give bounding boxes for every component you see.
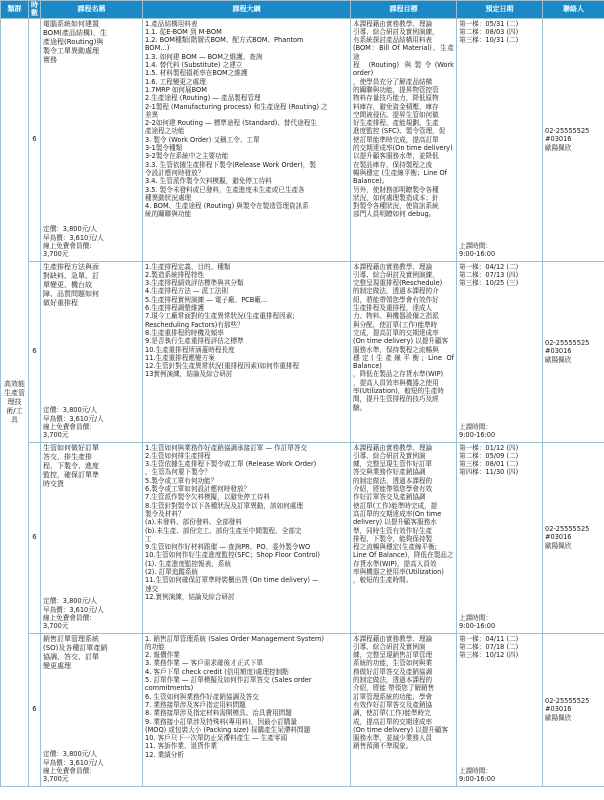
- contact-line: 歐陽佩欣: [545, 541, 572, 550]
- outline-item: 3-1製令種類: [145, 144, 183, 153]
- outline-item: 2.製造系統排程特性: [145, 270, 205, 279]
- outline-item: (MOQ) 或包裝大小 (Packing size) 採購產生呆滯料問題: [145, 725, 311, 734]
- outline-cell: [143, 633, 351, 786]
- desc-line: 另外，使財務部明瞭製令各種: [353, 185, 439, 194]
- outline-cell: [143, 18, 351, 261]
- desc-line: 的制定做法，透過本課程的: [353, 676, 433, 685]
- desc-line: 穩定(生產線平衡; Line Of Balance): [353, 353, 454, 371]
- outline-item: 7.生管派作製令欠料模擬，以避免停工待料: [145, 493, 270, 502]
- desc-line: (BOM：Bill Of Material)、生產途: [353, 44, 454, 61]
- contact-line: #03016: [545, 347, 572, 356]
- price-line: 早鳥價：3,610元/人: [43, 414, 104, 423]
- price-line: 線上免費會員價：: [43, 242, 96, 250]
- outline-item: 1.6. 工程變更之處理: [145, 77, 206, 86]
- hours-cell: 6: [29, 442, 41, 633]
- outline-item: Rescheduling Factors)有那些？: [145, 320, 244, 329]
- desc-line: 準，同時生管有效作好生產: [353, 526, 433, 535]
- date-item: 第四梯：11/30 (四): [459, 468, 519, 477]
- desc-line: Balance)。: [353, 177, 389, 186]
- desc-line: 物料存量技巧能力，降低原物: [353, 94, 439, 103]
- desc-line: 服務水準，並減少業務人員: [353, 734, 433, 743]
- desc-line: 介紹，將能 帶領您了解銷售: [353, 684, 435, 693]
- date-item: 第二梯：07/18 (二): [459, 642, 519, 651]
- desc-line: 使訂單能準時完成，提高訂單: [353, 135, 439, 144]
- outline-item: (2). 訂單追蹤系統: [145, 568, 199, 577]
- desc-line: 本課程藉由實務教學、理論: [353, 19, 433, 28]
- outline-item: 8. 業務接單涉及指定材料需開模具、治具費用問題: [145, 709, 292, 718]
- desc-line: ，較短的生產時間。: [353, 576, 413, 585]
- outline-item: 4. 客戶下單 check credit (信用額度)處理控制點: [145, 667, 289, 676]
- outline-item: 5. 訂單作業 — 訂單模擬及如何作訂單答交 (Sales order: [145, 676, 312, 685]
- course-row: [1, 18, 604, 261]
- desc-line: 答交與業務作好產銷協調: [353, 468, 426, 477]
- desc-line: 本課程藉由實務教學、理論: [353, 443, 433, 452]
- outline-cell: [143, 442, 351, 633]
- desc-line: 練，完整呈現生管作好訂單: [353, 460, 433, 469]
- outline-item: 8.生產重排程的時機及頻率: [145, 328, 224, 337]
- desc-line: 程 (Routing) 與製令(Work order): [353, 61, 454, 78]
- desc-line: ，使學員充分了解產品結構: [353, 77, 433, 86]
- contact-cell: [543, 261, 604, 442]
- course-name-line: 產途程(Routing)與: [43, 37, 104, 46]
- outline-item: 1. 銷售訂單管理系統 (Sales Order Management System): [145, 634, 324, 643]
- desc-line: 高訂單的交期達成率(On time: [353, 509, 442, 518]
- course-row: [1, 633, 604, 786]
- desc-line: 存貨水準(WIP)，提高人員效: [353, 559, 437, 568]
- class-time-label: 上課時間：: [459, 423, 492, 431]
- course-name-line: 做好重排程: [43, 298, 78, 307]
- outline-item: 11. 客訴作業、退貨作業: [145, 742, 217, 751]
- outline-item: 1.產品結構用料表: [145, 19, 198, 28]
- contact-line: 歐陽佩欣: [545, 355, 572, 364]
- desc-line: delivery) 以提升顧客服務水: [353, 518, 437, 527]
- desc-line: 間，提升生管排程的技巧及經: [353, 395, 439, 404]
- header-name: 課程名稱: [41, 1, 143, 19]
- desc-line: 料庫存，避免資金積壓、庫存: [353, 102, 439, 111]
- course-name-line: 時交貨: [43, 479, 64, 488]
- price-line: 定價：3,800元/人: [43, 750, 98, 759]
- course-name-cell: [41, 633, 143, 786]
- desc-line: 以提升顧客服務水準，並降低: [353, 152, 439, 161]
- outline-item: 13實例演練，結論及綜合研討: [145, 370, 233, 379]
- desc-line: (On time delivery) 以提升顧客: [353, 337, 449, 346]
- price-block: [43, 750, 140, 783]
- contact-line: 02-25555525: [545, 525, 590, 534]
- desc-line: 練，完整呈現銷售訂單管理: [353, 651, 433, 660]
- course-body: [1, 18, 604, 786]
- outline-item: 2.生管如何排生產排程: [145, 451, 211, 460]
- price-line: 線上免費會員價：: [43, 614, 96, 622]
- contact-cell: [543, 18, 604, 261]
- course-name-line: 生產排程方法與面: [43, 262, 99, 271]
- outline-item: 9.是否執行生產重排程評估之標準: [145, 337, 244, 346]
- outline-item: 3.生產排程績效評估標準與其分類: [145, 279, 244, 288]
- desc-line: 引導、綜合研討及實例演: [353, 642, 426, 651]
- contact-cell: [543, 442, 604, 633]
- outline-item: 10.生產重排程所涵蓋時程長度: [145, 345, 235, 354]
- desc-line: ，降低在製品之存貨水準(WIP): [353, 370, 444, 379]
- desc-line: 程之流暢與穩定(生產線平衡;: [353, 543, 437, 552]
- category-cell: 高效能生產管理技術/工具: [1, 18, 29, 786]
- price-line: 定價：3,800元/人: [43, 225, 98, 234]
- class-time-value: 9:00-16:00: [459, 775, 496, 784]
- desc-line: (On time delivery) 以提升顧客: [353, 725, 449, 734]
- outline-item: 1.3. 如何建 BOM — BOM之維護、查詢: [145, 52, 263, 61]
- outline-item: 統的關聯與功能: [145, 210, 192, 219]
- header-row: [1, 1, 604, 19]
- outline-item: 工: [145, 534, 152, 543]
- dates-cell: [457, 442, 543, 633]
- desc-line: 生產排程及重排程，達成人: [353, 304, 433, 313]
- outline-item: 9. 業務接小訂單涉及特殊料(專用料)，因最小訂購量: [145, 717, 297, 726]
- outline-item: ，生管為何要下製令？: [145, 468, 211, 477]
- price-line: 早鳥價：3,610元/人: [43, 233, 104, 242]
- desc-line: 力、物料、與機器設備之指派: [353, 312, 439, 321]
- outline-item: 6.生產排程調整維護: [145, 304, 205, 313]
- date-item: 第三梯：10/12 (四): [459, 651, 519, 660]
- desc-line: 成，提高訂單的交期達成率: [353, 717, 433, 726]
- outline-item: 4.生產排程方法 — 派工法則: [145, 287, 229, 296]
- outline-item: 3.生管依據生產排程下製令或工單 (Release Work Order): [145, 460, 317, 469]
- course-name-line: 銷售訂單管理系統: [43, 634, 99, 643]
- hours-cell: 6: [29, 633, 41, 786]
- outline-item: 7.現今工廠常面對的生產異常狀況(生產重排程因素;: [145, 312, 295, 321]
- outline-item: commitments): [145, 684, 194, 693]
- outline-item: 製令及材料？: [145, 509, 185, 518]
- contact-line: #03016: [545, 705, 572, 714]
- dates-cell: [457, 633, 543, 786]
- desc-line: 的制定做法，透過本課程的介: [353, 287, 439, 296]
- contact-line: #03016: [545, 135, 572, 144]
- desc-line: 對製令各種狀況，使資訊系統: [353, 202, 439, 211]
- contact-line: 02-25555525: [545, 339, 590, 348]
- header-contact: 聯絡人: [543, 1, 604, 19]
- contact-line: 歐陽佩欣: [545, 143, 572, 152]
- price-line: 早鳥價：3,610元/人: [43, 758, 104, 767]
- desc-line: 與分配，使訂單(工作)能準時: [353, 320, 438, 329]
- outline-item: 1.生產排程定義、目的、種類: [145, 262, 231, 271]
- outline-item: (1). 生產進度監控報表、系統: [145, 559, 232, 568]
- course-name-line: 變更處理: [43, 661, 71, 670]
- desc-line: 有系統探討產品結構用料表: [353, 36, 433, 45]
- outline-item: 種異動狀況處理: [145, 193, 192, 202]
- desc-line: 暢與穩定 (生產線平衡；Line Of: [353, 168, 447, 177]
- outline-item: 1.生管如何與業務作好產銷協調承接訂單 — 作訂單答交: [145, 443, 308, 452]
- date-item: 第一梯：04/11 (二): [459, 634, 519, 643]
- desc-line: ，提高人員效率與機器之使用: [353, 378, 439, 387]
- date-item: 第三梯：10/25 (三): [459, 279, 519, 288]
- desc-line: 驗。: [353, 403, 367, 412]
- desc-line: 介紹，將能帶領您學會有效: [353, 485, 433, 494]
- outline-item: 2.生產途程 (Routing) — 產品製程管理: [145, 94, 261, 103]
- price-line: 3,700元: [43, 250, 69, 259]
- outline-item: 3-2製令在系統中之主要功能: [145, 152, 229, 161]
- outline-item: 7. 業務接單涉及客戶指定用料問題: [145, 700, 246, 709]
- outline-item: 6. 生管如何與業務作好產銷協調及答交: [145, 692, 259, 701]
- header-category: 類群: [1, 1, 29, 19]
- desc-line: 部門人員明瞭如何 debug。: [353, 210, 436, 219]
- class-time-label: 上課時間：: [459, 614, 492, 622]
- price-line: 3,700元: [43, 622, 69, 631]
- course-name-cell: [41, 261, 143, 442]
- course-name-line: 協調、答交、訂單: [43, 652, 99, 661]
- header-dates: 預定日期: [457, 1, 543, 19]
- outline-item: 2-1製程 (Manufacturing process) 和生產途程 (Routing) 之: [145, 102, 328, 111]
- outline-item: 8.生管針對製令以下各種狀況及訂單異動，該如何處理: [145, 501, 303, 510]
- outline-item: (a).未發料、部份發料、全部發料: [145, 518, 242, 527]
- price-line: 線上免費會員價：: [43, 423, 96, 431]
- contact-cell: [543, 633, 604, 786]
- course-name-cell: [41, 18, 143, 261]
- outline-item: 11.生管如何確保訂單準時裝櫃出貨 (On time delivery) —: [145, 576, 319, 585]
- price-line: 定價：3,800元/人: [43, 597, 98, 606]
- desc-line: 引導、綜合研討及實例演練，: [353, 270, 439, 279]
- class-time: [459, 614, 495, 631]
- price-line: 3,700元: [43, 775, 69, 784]
- outline-item: 3.4. 生管派作製令欠料模擬，避免停工待料: [145, 177, 272, 186]
- price-block: [43, 406, 140, 439]
- desc-line: 銷售預測不準現象。: [353, 742, 413, 751]
- outline-cell: [143, 261, 351, 442]
- outline-item: 1.7MRP 如何展BOM: [145, 85, 207, 94]
- class-time-value: 9:00-16:00: [459, 250, 496, 259]
- date-item: 第一梯：05/31 (二): [459, 19, 519, 28]
- price-line: 3,700元: [43, 431, 69, 440]
- desc-line: 完成，提高訂單的交期達成率: [353, 328, 439, 337]
- date-item: 第三梯：10/31 (二): [459, 36, 519, 45]
- desc-line: 務做好訂單答交及產銷協調: [353, 667, 433, 676]
- header-desc: 課程目標: [351, 1, 457, 19]
- desc-line: 的關聯與功能，提昇物管控管: [353, 85, 439, 94]
- outline-item: 12. 業績分析: [145, 750, 184, 759]
- date-item: 第二梯：07/13 (四): [459, 270, 519, 279]
- outline-item: 12.生管針對生產異常狀況(重排程因素)如何作重排程: [145, 362, 300, 371]
- outline-item: 3.3. 生管依據生產排程下製令(Release Work Order)，製: [145, 160, 316, 169]
- outline-item: 2-2如何建 Routing — 標準途程 (Standard)、替代途程生: [145, 119, 317, 128]
- desc-cell: [351, 633, 457, 786]
- desc-line: 使訂單(工作)能準時完成，提: [353, 501, 438, 510]
- outline-item: 9.生管如何作好材料跟催 — 查詢PR、PO、委外製令WO: [145, 543, 311, 552]
- price-line: 定價：3,800元/人: [43, 406, 98, 415]
- desc-line: 在製品庫存，保持製程之流: [353, 160, 433, 169]
- outline-item: 2. 報價作業: [145, 651, 180, 660]
- course-name-line: 障、品質問題如何: [43, 289, 99, 298]
- desc-line: 狀況，如何處理製造成本；針: [353, 193, 439, 202]
- class-time-value: 9:00-16:00: [459, 622, 496, 631]
- desc-line: 系統的功能，生管如何與業: [353, 659, 433, 668]
- header-outline: 課程大綱: [143, 1, 351, 19]
- course-name-line: 程、下製令、進度: [43, 461, 99, 470]
- desc-cell: [351, 442, 457, 633]
- outline-item: 1.2. BOM種類(階層式BOM、配方式BOM、Phantom: [145, 36, 304, 45]
- course-name-line: BOM(產品結構)、生: [43, 28, 107, 37]
- class-time: [459, 242, 495, 259]
- desc-line: 服務水準，保持製程之流暢與: [353, 345, 439, 354]
- course-name-cell: [41, 442, 143, 633]
- desc-line: 的交期達成率(On time delivery): [353, 144, 453, 153]
- desc-cell: [351, 18, 457, 261]
- desc-line: 完整呈現重排程(Reschedule): [353, 279, 443, 288]
- class-time-label: 上課時間：: [459, 767, 492, 775]
- desc-line: 排程、下製令，能夠保持製: [353, 534, 433, 543]
- date-item: 第一梯：04/12 (二): [459, 262, 519, 271]
- desc-line: 紹，將能帶領您學會有效作好: [353, 295, 439, 304]
- outline-item: 令設計應何時發放？: [145, 168, 205, 177]
- price-block: [43, 597, 140, 630]
- price-line: 線上免費會員價：: [43, 767, 96, 775]
- course-name-line: 製令工單異動處理: [43, 46, 99, 55]
- outline-item: 產途程之功能: [145, 127, 185, 136]
- desc-line: 作好訂單答交及產銷協調: [353, 493, 426, 502]
- desc-line: 引導、綜合研討及實例演練，: [353, 27, 439, 36]
- course-name-line: 實務: [43, 55, 57, 64]
- class-time-label: 上課時間：: [459, 242, 492, 250]
- contact-line: 02-25555525: [545, 127, 590, 136]
- date-item: 第二梯：05/09 (二): [459, 451, 519, 460]
- course-name-line: 生管如何做好訂單: [43, 443, 99, 452]
- desc-line: 本課程藉由實務教學、理論: [353, 634, 433, 643]
- outline-item: 5.製令或工單有何功能？: [145, 476, 218, 485]
- class-time-value: 9:00-16:00: [459, 431, 496, 440]
- course-name-line: 監控，確保訂單準: [43, 470, 99, 479]
- header-hours: 時數: [29, 1, 41, 19]
- course-row: [1, 261, 604, 442]
- outline-item: 4. BOM、生產途程 (Routing) 與製令在製造管理資訊系: [145, 202, 309, 211]
- dates-cell: [457, 261, 543, 442]
- outline-item: (b).未生產、部份完工、部份生產至中間製程、全部完: [145, 526, 302, 535]
- desc-line: 引導、綜合研討及實例演: [353, 451, 426, 460]
- outline-item: BOM…): [145, 44, 170, 53]
- desc-line: 好生產排程、產能規劃、生產: [353, 119, 439, 128]
- outline-item: 1.5. 材料製程損耗率在BOM之維護: [145, 69, 248, 78]
- course-name-line: (SO)及各種訂單產銷: [43, 643, 108, 652]
- contact-line: 歐陽佩欣: [545, 713, 572, 722]
- outline-item: 3.5. 製令未發料或已發料，生產進度未生產或已生產各: [145, 185, 305, 194]
- date-item: 第一梯：01/12 (四): [459, 443, 519, 452]
- outline-item: 1.1. 從E-BOM 到 M-BOM: [145, 27, 222, 36]
- desc-line: 有效作好訂單答交及產銷協: [353, 700, 433, 709]
- course-name-line: 對缺料、急單、訂: [43, 271, 99, 280]
- outline-item: 3. 製令 (Work Order) 又稱工令、工單: [145, 135, 260, 144]
- contact-line: #03016: [545, 533, 572, 542]
- contact-line: 02-25555525: [545, 697, 590, 706]
- desc-line: 訂單管理系統的功能，學會: [353, 692, 433, 701]
- course-name-line: 電腦系統如何建置: [43, 19, 99, 28]
- date-item: 第二梯：08/03 (四): [459, 27, 519, 36]
- desc-line: 率(Utilization)，較短的生產時: [353, 387, 444, 396]
- course-name-line: 答交、排生產排: [43, 452, 92, 461]
- desc-line: 本課程藉由實務教學、理論: [353, 262, 433, 271]
- outline-item: 速交: [145, 584, 159, 593]
- desc-line: Line Of Balance)，降低在製品之: [353, 551, 454, 560]
- outline-item: 的功能: [145, 642, 165, 651]
- price-line: 早鳥價：3,610元/人: [43, 605, 104, 614]
- desc-line: 進度監控 (SFC)、製令管理，促: [353, 127, 446, 136]
- desc-line: 的制定做法，透過本課程的: [353, 476, 433, 485]
- class-time: [459, 423, 495, 440]
- course-row: [1, 442, 604, 633]
- desc-line: 調，使訂單(工作)能準時完: [353, 709, 431, 718]
- price-block: [43, 225, 140, 258]
- outline-item: 1.4. 替代料 (Substitute) 之建立: [145, 61, 243, 70]
- outline-item: 10.生管如何作好生產進度監控(SFC；Shop Floor Control): [145, 551, 320, 560]
- course-name-line: 單變更、機台故: [43, 280, 92, 289]
- dates-cell: [457, 18, 543, 261]
- desc-cell: [351, 261, 457, 442]
- hours-cell: 6: [29, 18, 41, 261]
- desc-line: 率與機器之使用率(Utilization): [353, 568, 444, 577]
- outline-item: 3. 業務作業 — 客戶需求確後才正式下單: [145, 659, 264, 668]
- class-time: [459, 767, 495, 784]
- outline-item: 10. 客戶只下一次單防止呆滯料產生 — 生產零頭: [145, 734, 288, 743]
- outline-item: 5.生產排程實例演練 — 電子廠、PCB廠…: [145, 295, 268, 304]
- date-item: 第三梯：08/01 (二): [459, 460, 519, 469]
- outline-item: 12.實例演練，結論及綜合研討: [145, 592, 235, 601]
- outline-item: 6.製令或工單如何設計應何時發放？: [145, 485, 251, 494]
- desc-line: 空間被侵佔。提昇生管如何做: [353, 110, 439, 119]
- hours-cell: 6: [29, 261, 41, 442]
- outline-item: 11.生產重排程應變方案: [145, 353, 215, 362]
- outline-item: 差異: [145, 110, 159, 119]
